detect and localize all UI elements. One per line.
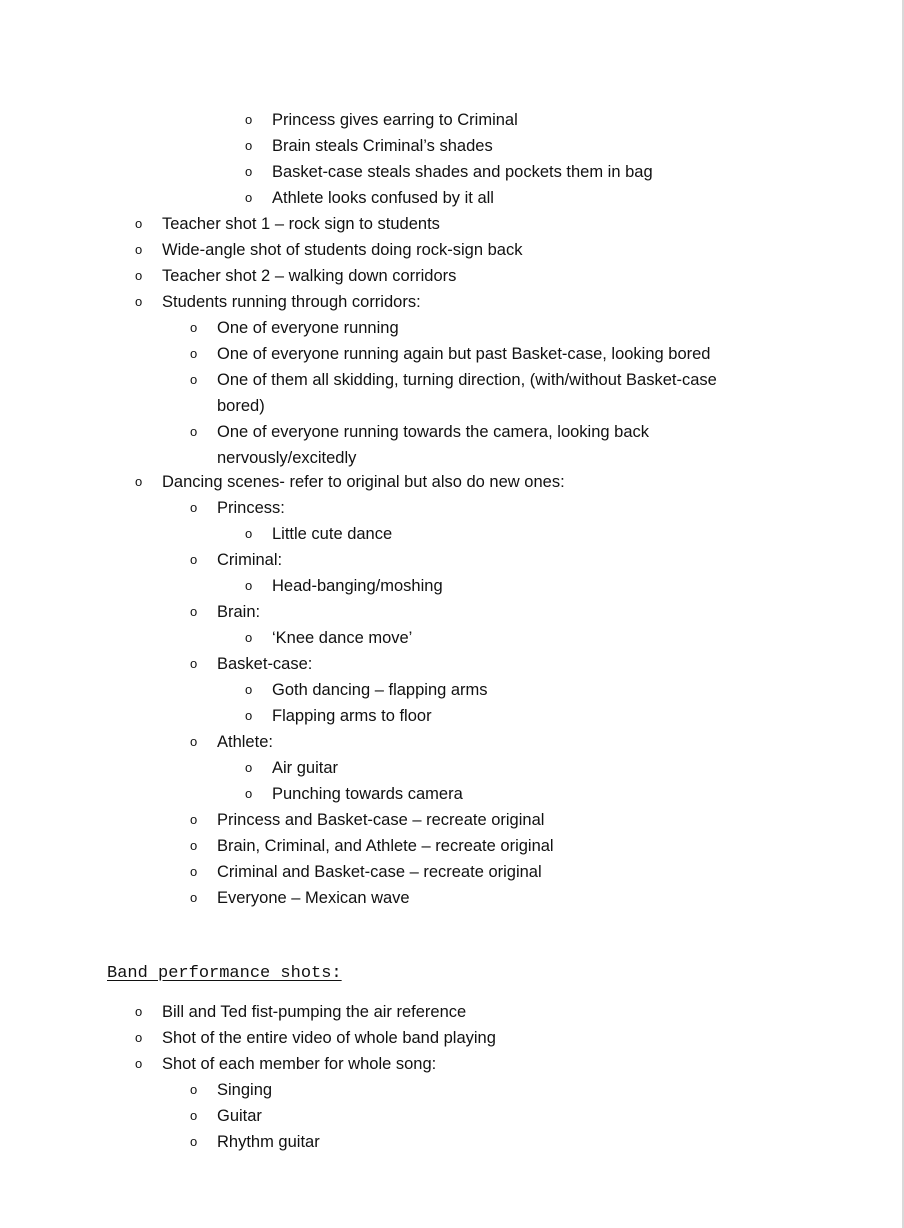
list-item-text: Teacher shot 1 – rock sign to students <box>162 215 440 233</box>
bullet-icon: o <box>245 708 253 723</box>
list-item-text: One of them all skidding, turning direction, (with/without Basket-case bored) <box>217 371 717 415</box>
bullet-icon: o <box>190 1134 198 1149</box>
list-item-text: Students running through corridors: <box>162 293 421 311</box>
list-item-text: Basket-case: <box>217 655 313 673</box>
bullet-icon: o <box>245 112 253 127</box>
list-item-text: Criminal: <box>217 551 283 569</box>
list-item-text: Teacher shot 2 – walking down corridors <box>162 267 457 285</box>
bullet-icon: o <box>245 164 253 179</box>
bullet-icon: o <box>245 526 253 541</box>
bullet-icon: o <box>190 552 198 567</box>
list-item-text: Bill and Ted fist-pumping the air reference <box>162 1003 467 1021</box>
list-item-text: Athlete looks confused by it all <box>272 189 494 207</box>
bullet-icon: o <box>135 216 143 231</box>
list-item-text: Punching towards camera <box>272 785 463 803</box>
list-item-text: Flapping arms to floor <box>272 707 432 725</box>
bullet-icon: o <box>190 656 198 671</box>
bullet-icon: o <box>135 268 143 283</box>
bullet-icon: o <box>135 294 143 309</box>
list-item-text: Shot of the entire video of whole band playing <box>162 1029 496 1047</box>
list-item-text: Criminal and Basket-case – recreate original <box>217 863 542 881</box>
list-item-text: Basket-case steals shades and pockets them in bag <box>272 163 653 181</box>
bullet-icon: o <box>135 242 143 257</box>
list-item-text: One of everyone running again but past Basket-case, looking bored <box>217 345 711 363</box>
list-item-text: Everyone – Mexican wave <box>217 889 410 907</box>
bullet-icon: o <box>190 424 198 439</box>
bullet-icon: o <box>190 1082 198 1097</box>
bullet-icon: o <box>190 734 198 749</box>
bullet-icon: o <box>190 812 198 827</box>
list-item-text: Brain, Criminal, and Athlete – recreate original <box>217 837 554 855</box>
bullet-icon: o <box>190 864 198 879</box>
bullet-icon: o <box>135 1004 143 1019</box>
list-item-text: Brain: <box>217 603 261 621</box>
section-heading: Band performance shots: <box>107 964 342 983</box>
bullet-icon: o <box>135 1056 143 1071</box>
list-item-text: Goth dancing – flapping arms <box>272 681 488 699</box>
list-item-text: Head-banging/moshing <box>272 577 443 595</box>
list-item-text: Princess gives earring to Criminal <box>272 111 518 129</box>
list-item-text: Air guitar <box>272 759 339 777</box>
list-item-text: Rhythm guitar <box>217 1133 320 1151</box>
list-item-text: Shot of each member for whole song: <box>162 1055 437 1073</box>
bullet-icon: o <box>190 320 198 335</box>
bullet-icon: o <box>190 890 198 905</box>
bullet-icon: o <box>135 474 143 489</box>
list-item-text: ‘Knee dance move’ <box>272 629 413 647</box>
bullet-icon: o <box>190 372 198 387</box>
list-item-text: Princess and Basket-case – recreate original <box>217 811 545 829</box>
bullet-icon: o <box>245 138 253 153</box>
bullet-icon: o <box>245 760 253 775</box>
list-item-text: Little cute dance <box>272 525 393 543</box>
bullet-icon: o <box>190 838 198 853</box>
bullet-icon: o <box>245 190 253 205</box>
bullet-icon: o <box>190 1108 198 1123</box>
bullet-icon: o <box>245 578 253 593</box>
bullet-icon: o <box>245 630 253 645</box>
list-item-text: Dancing scenes- refer to original but also do new ones: <box>162 473 565 491</box>
bullet-icon: o <box>190 346 198 361</box>
list-item-text: Guitar <box>217 1107 262 1125</box>
list-item-text: One of everyone running towards the camera, looking back nervously/excitedly <box>217 423 649 467</box>
bullet-icon: o <box>245 682 253 697</box>
bullet-icon: o <box>135 1030 143 1045</box>
list-item-text: Athlete: <box>217 733 273 751</box>
list-item-text: Wide-angle shot of students doing rock-sign back <box>162 241 523 259</box>
bullet-icon: o <box>190 500 198 515</box>
bullet-icon: o <box>245 786 253 801</box>
list-item-text: Princess: <box>217 499 285 517</box>
list-item-text: Singing <box>217 1081 273 1099</box>
list-item-text: One of everyone running <box>217 319 399 337</box>
list-item-text: Brain steals Criminal’s shades <box>272 137 493 155</box>
bullet-icon: o <box>190 604 198 619</box>
